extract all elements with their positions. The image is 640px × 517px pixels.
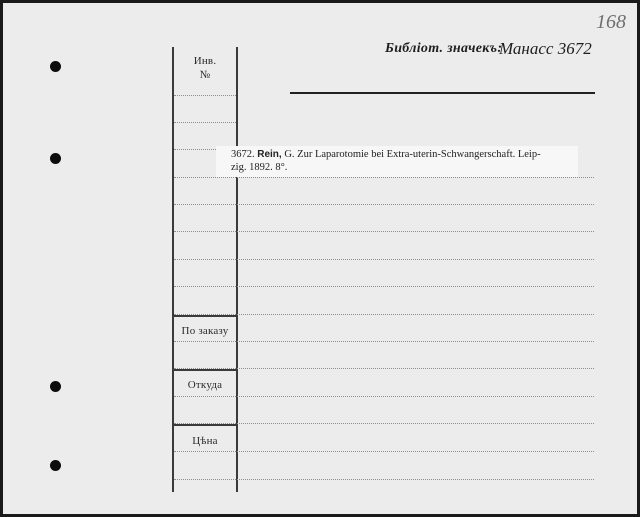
entry-number: 3672.	[231, 149, 255, 160]
inventory-label: Инв.	[193, 55, 217, 67]
library-mark-label: Библіот. значекъ:	[385, 41, 503, 56]
price-label: Цѣна	[192, 435, 218, 447]
punch-hole	[50, 61, 61, 72]
ruled-line	[174, 423, 594, 424]
ruled-line	[174, 479, 594, 480]
section-divider	[174, 369, 236, 371]
ruled-line	[174, 396, 594, 397]
ruled-line	[174, 95, 236, 96]
punch-hole	[50, 153, 61, 164]
catalog-card	[3, 3, 637, 514]
order-label: По заказу	[181, 325, 229, 337]
right-column-border	[236, 47, 238, 492]
ruled-line	[174, 259, 594, 260]
entry-author: Rein,	[257, 149, 282, 160]
ruled-line	[174, 177, 594, 178]
heading-rule	[290, 92, 595, 94]
ruled-line	[174, 451, 594, 452]
bibliographic-entry	[231, 149, 575, 174]
ruled-line	[174, 368, 594, 369]
shelf-mark: Манасс 3672	[499, 39, 592, 58]
ruled-line	[174, 122, 236, 123]
punch-hole	[50, 460, 61, 471]
entry-text-line-2: zig. 1892. 8°.	[231, 161, 288, 173]
section-divider	[174, 424, 236, 426]
ruled-line	[174, 204, 594, 205]
section-divider	[174, 315, 236, 317]
source-label: Откуда	[187, 379, 223, 391]
ruled-line	[174, 231, 594, 232]
ruled-line	[174, 341, 594, 342]
corner-handwritten-number: 168	[596, 11, 626, 33]
entry-text-line-1: G. Zur Laparotomie bei Extra-uterin-Schwangerschaft. Leip-	[284, 149, 541, 160]
ruled-line	[174, 314, 594, 315]
inventory-number-label: №	[199, 69, 211, 81]
ruled-line	[174, 286, 594, 287]
punch-hole	[50, 381, 61, 392]
